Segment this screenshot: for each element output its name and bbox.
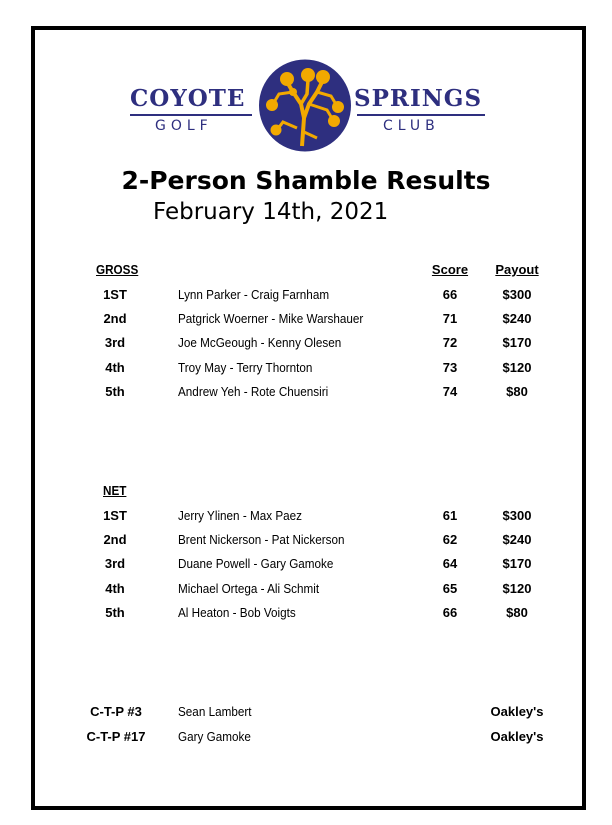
score-cell: 61 (442, 508, 458, 523)
score-cell: 65 (442, 581, 458, 596)
ctp-prize: Oakley's (490, 729, 544, 744)
place-cell: 1ST (103, 287, 127, 302)
logo-sub-left: GOLF (155, 118, 213, 134)
payout-column-header: Payout (495, 262, 539, 277)
payout-cell: $170 (502, 335, 532, 350)
logo-word-left: COYOTE (130, 85, 246, 112)
score-column-header: Score (431, 262, 469, 277)
payout-cell: $240 (502, 532, 532, 547)
place-cell: 2nd (103, 311, 127, 326)
score-cell: 71 (442, 311, 458, 326)
team-cell: Al Heaton - Bob Voigts (178, 605, 296, 620)
ctp-winner: Gary Gamoke (178, 729, 251, 744)
team-cell: Michael Ortega - Ali Schmit (178, 581, 320, 596)
team-cell: Joe McGeough - Kenny Olesen (178, 335, 342, 350)
payout-cell: $170 (502, 556, 532, 571)
payout-cell: $300 (502, 508, 532, 523)
event-date: February 14th, 2021 (153, 199, 389, 225)
team-cell: Brent Nickerson - Pat Nickerson (178, 532, 345, 547)
payout-cell: $240 (502, 311, 532, 326)
score-cell: 62 (442, 532, 458, 547)
team-cell: Lynn Parker - Craig Farnham (178, 287, 330, 302)
team-cell: Duane Powell - Gary Gamoke (178, 556, 334, 571)
payout-cell: $80 (506, 605, 528, 620)
score-cell: 64 (442, 556, 458, 571)
gross-section-label: GROSS (96, 262, 139, 277)
place-cell: 5th (105, 384, 125, 399)
ctp-prize: Oakley's (490, 704, 544, 719)
ctp-hole: C-T-P #17 (86, 729, 146, 744)
page-title: 2-Person Shamble Results (121, 166, 491, 195)
logo-divider-right (357, 114, 485, 116)
score-cell: 74 (442, 384, 458, 399)
place-cell: 4th (105, 360, 125, 375)
place-cell: 4th (105, 581, 125, 596)
ctp-hole: C-T-P #3 (90, 704, 142, 719)
place-cell: 5th (105, 605, 125, 620)
payout-cell: $300 (502, 287, 532, 302)
place-cell: 3rd (104, 556, 126, 571)
club-logo (125, 58, 487, 153)
payout-cell: $120 (502, 581, 532, 596)
joshua-tree-icon (257, 58, 353, 153)
payout-cell: $120 (502, 360, 532, 375)
score-cell: 72 (442, 335, 458, 350)
team-cell: Jerry Ylinen - Max Paez (178, 508, 302, 523)
place-cell: 1ST (103, 508, 127, 523)
team-cell: Patgrick Woerner - Mike Warshauer (178, 311, 364, 326)
net-section-label: NET (103, 483, 127, 498)
payout-cell: $80 (506, 384, 528, 399)
score-cell: 73 (442, 360, 458, 375)
logo-sub-right: CLUB (383, 118, 440, 134)
logo-divider-left (130, 114, 252, 116)
ctp-winner: Sean Lambert (178, 704, 252, 719)
team-cell: Andrew Yeh - Rote Chuensiri (178, 384, 329, 399)
logo-word-right: SPRINGS (354, 85, 483, 112)
place-cell: 3rd (104, 335, 126, 350)
score-cell: 66 (442, 605, 458, 620)
place-cell: 2nd (103, 532, 127, 547)
team-cell: Troy May - Terry Thornton (178, 360, 313, 375)
score-cell: 66 (442, 287, 458, 302)
